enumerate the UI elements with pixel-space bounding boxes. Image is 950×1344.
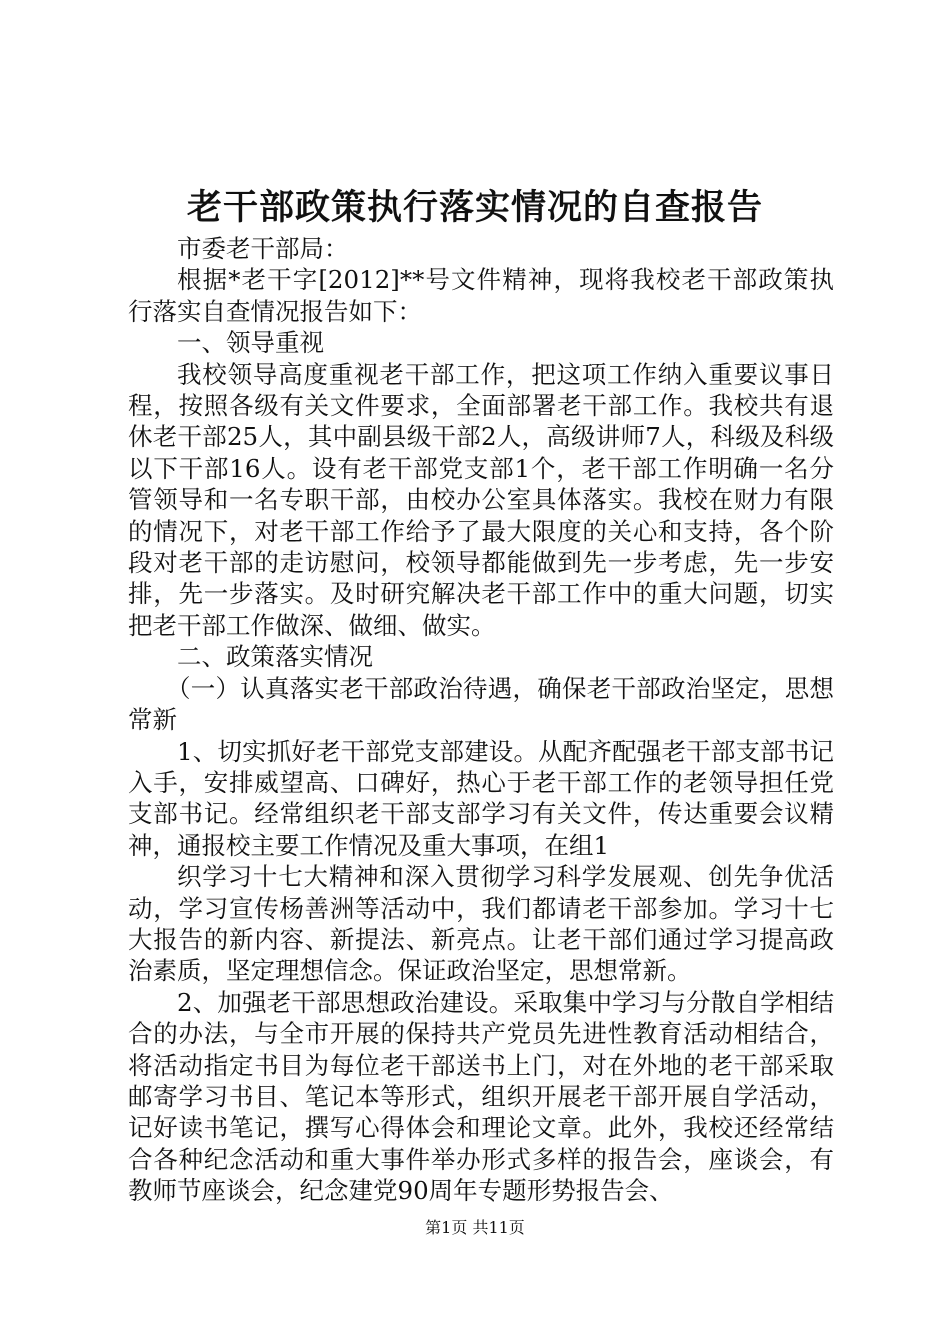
document-body (128, 233, 834, 1207)
document-title: 老干部政策执行落实情况的自查报告 (186, 187, 763, 228)
salutation: 市委老干部局： (177, 234, 349, 263)
section-heading-leadership: 一、领导重视 (177, 328, 324, 358)
party-branch-paragraph: 1、切实抓好老干部党支部建设。从配齐配强老干部支部书记入手，安排威望高、口碑好，热心于老干部工作的老领导担任党支部书记。经常组织老干部支部学习有关文件，传达重要会议精神，通报校主要工作情况及重大事项，在组1 (128, 736, 834, 860)
subsection-heading-political: （一）认真落实老干部政治待遇，确保老干部政治坚定，思想常新 (128, 673, 834, 735)
ideology-paragraph: 2、加强老干部思想政治建设。采取集中学习与分散自学相结合的办法，与全市开展的保持共产党员先进性教育活动相结合，将活动指定书目为每位老干部送书上门，对在外地的老干部采取邮寄学习书目、笔记本等形式，组织开展老干部开展自学活动，记好读书笔记，撰写心得体会和理论文章。此外，我校还经常结合各种纪念活动和重大事件举办形式多样的报告会，座谈会，有教师节座谈会，纪念建党90周年专题形势报告会、 (128, 987, 834, 1206)
section-heading-policy: 二、政策落实情况 (177, 642, 373, 672)
study-paragraph: 织学习十七大精神和深入贯彻学习科学发展观、创先争优活动，学习宣传杨善洲等活动中，我们都请老干部参加。学习十七大报告的新内容、新提法、新亮点。让老干部们通过学习提高政治素质，坚定理想信念。保证政治坚定，思想常新。 (128, 862, 834, 986)
intro-paragraph: 根据*老干字[2012]**号文件精神，现将我校老干部政策执行落实自查情况报告如下： (128, 265, 834, 326)
page-footer: 第1页 共11页 (425, 1218, 525, 1237)
leadership-paragraph: 我校领导高度重视老干部工作，把这项工作纳入重要议事日程，按照各级有关文件要求，全面部署老干部工作。我校共有退休老干部25人，其中副县级干部2人，高级讲师7人，科级及科级以下干部16人。设有老干部党支部1个，老干部工作明确一名分管领导和一名专职干部，由校办公室具体落实。我校在财力有限的情况下，对老干部工作给予了最大限度的关心和支持，各个阶段对老干部的走访慰问，校领导都能做到先一步考虑，先一步安排，先一步落实。及时研究解决老干部工作中的重大问题，切实把老干部工作做深、做细、做实。 (128, 359, 834, 640)
